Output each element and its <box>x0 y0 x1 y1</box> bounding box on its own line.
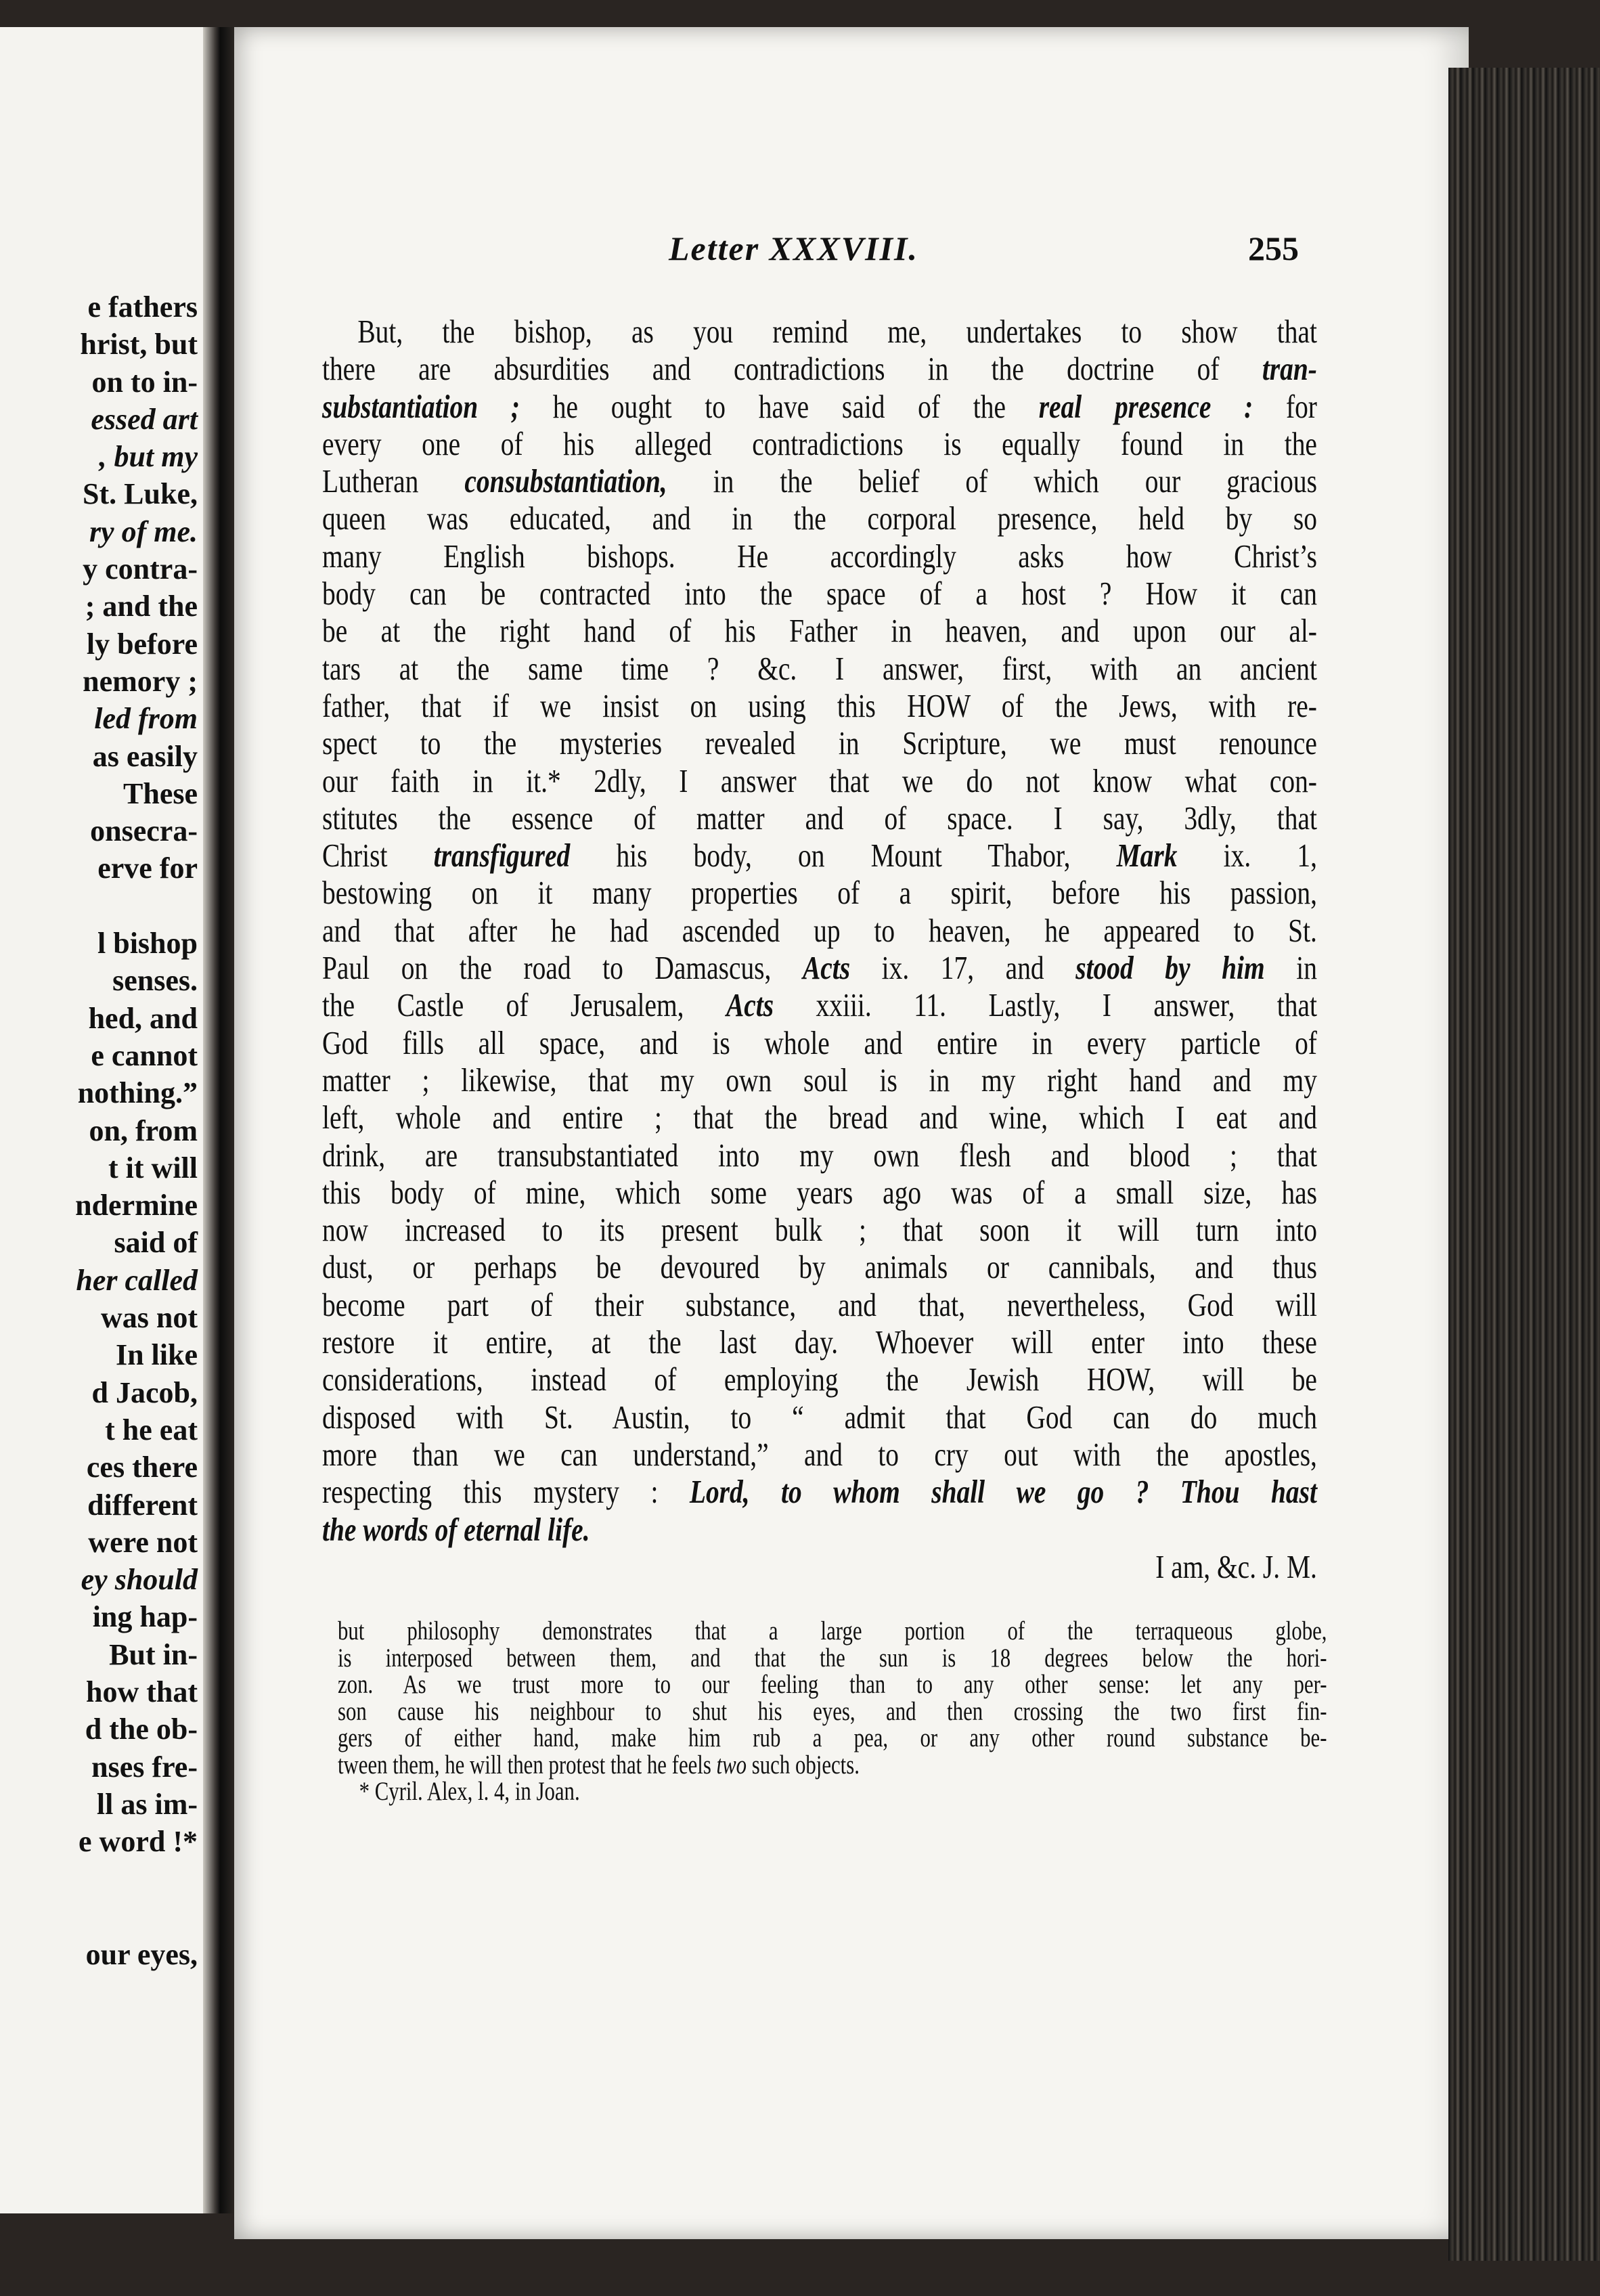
facing-page-line: e cannot <box>91 1038 198 1072</box>
text-line: But, the bishop, as you remind me, undertakes to show that <box>357 313 1317 350</box>
facing-page-line: nothing.” <box>77 1076 198 1110</box>
facing-page-line: essed art <box>91 402 198 436</box>
text-line: the Castle of Jerusalem, Acts xxiii. 11. Lastly, I answer, that <box>322 986 1317 1024</box>
facing-page-text <box>0 288 198 1860</box>
facing-page-line: t it will <box>108 1151 198 1185</box>
text-line: left, whole and entire ; that the bread and wine, which I eat and <box>322 1099 1317 1136</box>
facing-page <box>0 27 203 2213</box>
text-line: the words of eternal life. <box>322 1510 590 1548</box>
footnote-line: is interposed between them, and that the sun is 18 degrees below the hori- <box>338 1643 1327 1673</box>
facing-page-line: But in- <box>109 1637 198 1671</box>
text-line: Christ transfigured his body, on Mount Thabor, Mark ix. 1, <box>322 837 1317 875</box>
text-line: tars at the same time ? &c. I answer, first, with an ancient <box>322 649 1317 687</box>
text-line: bestowing on it many properties of a spirit, before his passion, <box>322 874 1317 912</box>
text-line: this body of mine, which some years ago was of a small size, has <box>322 1173 1317 1211</box>
footnote-line: zon. As we trust more to our feeling than to any other sense: let any per- <box>338 1670 1327 1699</box>
facing-page-line: onsecra- <box>90 814 198 848</box>
footnote-line: son cause his neighbour to shut his eyes, and then crossing the two first fin- <box>338 1696 1327 1726</box>
facing-page-line: senses. <box>112 964 198 998</box>
facing-page-line: nses fre- <box>91 1750 198 1784</box>
text-line: be at the right hand of his Father in heaven, and upon our al- <box>322 612 1317 650</box>
text-line: I am, &c. J. M. <box>1155 1547 1317 1585</box>
facing-page-line: were not <box>88 1525 198 1559</box>
facing-page-line: was not <box>100 1301 198 1335</box>
page-number: 255 <box>1248 229 1299 267</box>
facing-page-line: hed, and <box>88 1001 198 1035</box>
running-head: Letter XXXVIII. <box>669 229 918 267</box>
facing-page-line: , but my <box>99 440 198 474</box>
facing-page-line: d the ob- <box>85 1713 198 1746</box>
body-text <box>322 313 1317 1585</box>
text-line: Paul on the road to Damascus, Acts ix. 17, and stood by him in <box>322 949 1317 987</box>
facing-page-line: In like <box>115 1338 198 1372</box>
facing-page-line: l bishop <box>97 927 198 961</box>
text-line: substantiation ; he ought to have said of the real presence : for <box>322 387 1317 425</box>
text-line: many English bishops. He accordingly asks how Christ’s <box>322 537 1317 575</box>
facing-page-line: hrist, but <box>80 328 198 361</box>
text-line: matter ; likewise, that my own soul is in my right hand and my <box>322 1061 1317 1099</box>
book-gutter <box>203 27 234 2213</box>
facing-page-line: as easily <box>92 739 198 773</box>
facing-page-line: ll as im- <box>96 1787 198 1821</box>
text-line: God fills all space, and is whole and entire in every particle of <box>322 1023 1317 1061</box>
text-line: spect to the mysteries revealed in Scripture, we must renounce <box>322 724 1317 762</box>
facing-page-line: on, from <box>89 1113 198 1147</box>
text-line: respecting this mystery : Lord, to whom shall we go ? Thou hast <box>322 1473 1317 1511</box>
text-line: disposed with St. Austin, to “ admit that God can do much <box>322 1398 1317 1436</box>
footnote-line: * Cyril. Alex, l. 4, in Joan. <box>359 1777 580 1806</box>
page-edges <box>1448 68 1600 2261</box>
facing-page-line: nemory ; <box>83 664 198 698</box>
facing-page-line: her called <box>76 1263 198 1297</box>
facing-page-line: y contra- <box>83 552 198 586</box>
text-line: our faith in it.* 2dly, I answer that we do not know what con- <box>322 761 1317 799</box>
text-line: drink, are transubstantiated into my own flesh and blood ; that <box>322 1136 1317 1174</box>
footnote-line: tween them, he will then protest that he feels two such objects. <box>338 1750 860 1780</box>
text-line: Lutheran consubstantiation, in the belief of which our gracious <box>322 462 1317 500</box>
facing-page-line: ly before <box>86 627 198 661</box>
text-line: become part of their substance, and that, nevertheless, God will <box>322 1285 1317 1323</box>
facing-page-line: St. Luke, <box>83 477 198 511</box>
facing-page-line <box>0 887 198 925</box>
text-line: and that after he had ascended up to heaven, he appeared to St. <box>322 911 1317 949</box>
facing-page-line: These <box>123 776 198 810</box>
book-page <box>234 27 1469 2239</box>
text-line: there are absurdities and contradictions in the doctrine of tran- <box>322 350 1317 388</box>
facing-page-line: said of <box>114 1226 198 1260</box>
facing-page-line: how that <box>85 1675 198 1708</box>
facing-page-line: ndermine <box>75 1189 198 1222</box>
facing-page-line: erve for <box>97 852 198 885</box>
facing-page-line: ces there <box>86 1451 198 1484</box>
text-line: body can be contracted into the space of a host ? How it can <box>322 575 1317 613</box>
footnote-line: but philosophy demonstrates that a large portion of the terraqueous globe, <box>338 1616 1327 1646</box>
text-line: every one of his alleged contradictions is equally found in the <box>322 424 1317 462</box>
facing-page-line: different <box>87 1488 198 1522</box>
facing-page-line: ry of me. <box>89 514 198 548</box>
text-line: now increased to its present bulk ; that soon it will turn into <box>322 1211 1317 1249</box>
text-line: restore it entire, at the last day. Whoever will enter into these <box>322 1323 1317 1361</box>
text-line: more than we can understand,” and to cry out with the apostles, <box>322 1435 1317 1473</box>
facing-page-tail: our eyes, <box>85 1938 198 1971</box>
page-header <box>234 229 1469 283</box>
text-line: queen was educated, and in the corporal presence, held by so <box>322 500 1317 537</box>
facing-page-line: on to in- <box>91 365 198 399</box>
facing-page-line: led from <box>94 702 198 736</box>
facing-page-line: ing hap- <box>92 1600 198 1634</box>
text-line: father, that if we insist on using this HOW of the Jews, with re- <box>322 686 1317 724</box>
text-line: stitutes the essence of matter and of space. I say, 3dly, that <box>322 799 1317 837</box>
text-line: dust, or perhaps be devoured by animals or cannibals, and thus <box>322 1248 1317 1286</box>
facing-page-line: e word !* <box>79 1825 198 1859</box>
facing-page-line: ; and the <box>85 590 198 623</box>
text-line: considerations, instead of employing the Jewish HOW, will be <box>322 1361 1317 1398</box>
footnote-line: gers of either hand, make him rub a pea, or any other round substance be- <box>338 1723 1327 1752</box>
footnotes <box>338 1618 1327 1805</box>
facing-page-line: e fathers <box>87 290 198 324</box>
facing-page-line: ey should <box>81 1563 198 1597</box>
facing-page-line: d Jacob, <box>91 1375 198 1409</box>
facing-page-line: t he eat <box>105 1413 198 1447</box>
